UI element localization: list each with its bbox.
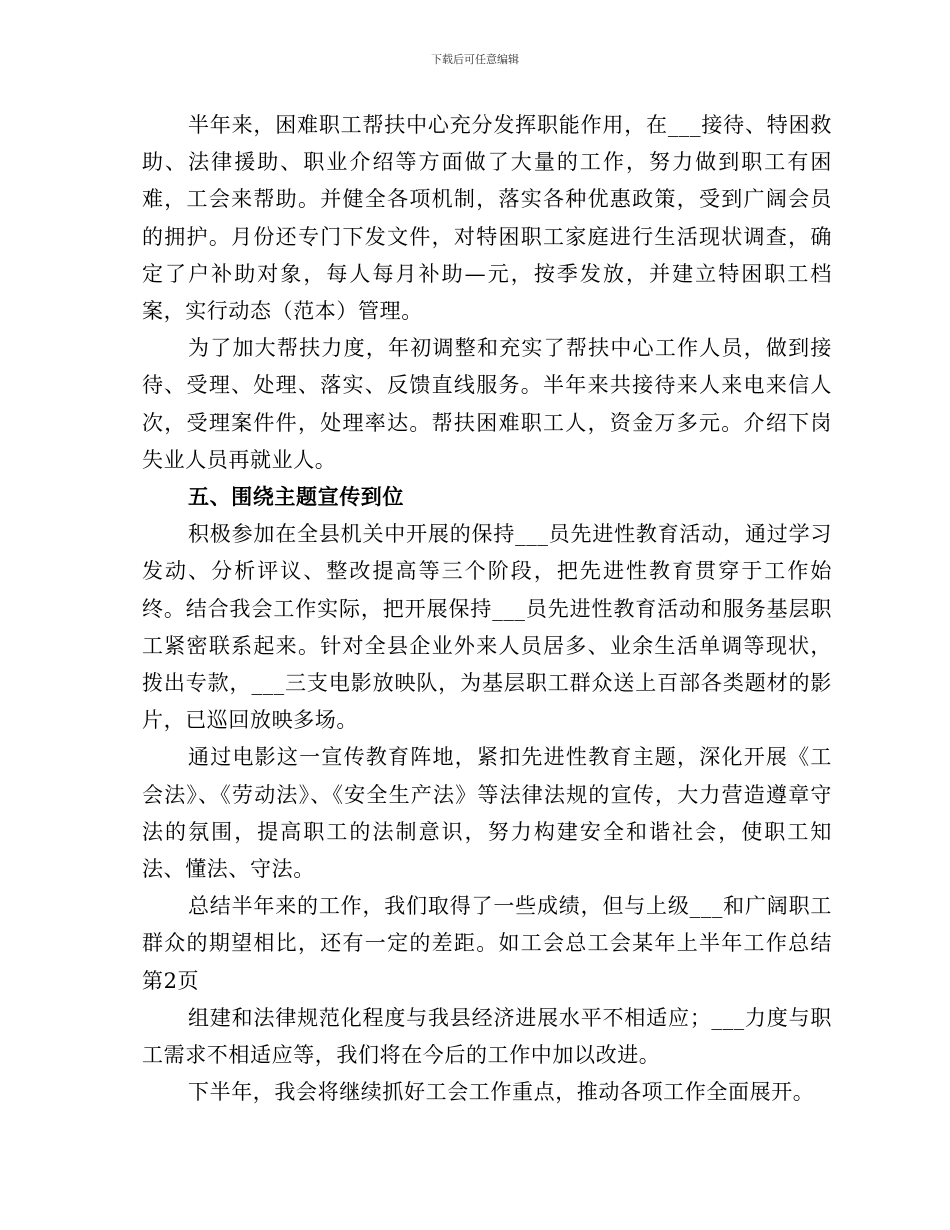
- paragraph-assistance-center: 半年来，困难职工帮扶中心充分发挥职能作用，在___接待、特困救助、法律援助、职业介绍等方面做了大量的工作，努力做到职工有困难，工会来帮助。并健全各项机制，落实各种优惠政策，受到广阔会员的拥护。月份还专门下发文件，对特困职工家庭进行生活现状调查，确定了户补助对象，每人每月补助—元，按季发放，并建立特困职工档案，实行动态（范本）管理。: [142, 113, 832, 324]
- document-body: [142, 107, 832, 1111]
- page-header-note: 下载后可任意编辑: [431, 53, 519, 66]
- paragraph-summary: 总结半年来的工作，我们取得了一些成绩，但与上级___和广阔职工群众的期望相比，还有一定的差距。如工会总工会某年上半年工作总结第2页: [142, 894, 832, 993]
- section-heading: 五、围绕主题宣传到位: [188, 485, 404, 510]
- paragraph-shortcomings: 组建和法律规范化程度与我县经济进展水平不相适应；___力度与职工需求不相适应等，我们将在今后的工作中加以改进。: [142, 1005, 832, 1068]
- paragraph-education-activity: 积极参加在全县机关中开展的保持___员先进性教育活动，通过学习发动、分析评议、整改提高等三个阶段，把先进性教育贯穿于工作始终。结合我会工作实际，把开展保持___员先进性教育活动和服务基层职工紧密联系起来。针对全县企业外来人员居多、业余生活单调等现状，拨出专款，___三支电影放映队，为基层职工群众送上百部各类题材的影片，已巡回放映多场。: [142, 522, 832, 733]
- paragraph-law-publicity: 通过电影这一宣传教育阵地，紧扣先进性教育主题，深化开展《工会法》、《劳动法》、《安全生产法》等法律法规的宣传，大力营造遵章守法的氛围，提高职工的法制意识，努力构建安全和谐社会，使职工知法、懂法、守法。: [142, 745, 832, 882]
- paragraph-assistance-strength: 为了加大帮扶力度，年初调整和充实了帮扶中心工作人员，做到接待、受理、处理、落实、反馈直线服务。半年来共接待来人来电来信人次，受理案件件，处理率达。帮扶困难职工人，资金万多元。介绍下岗失业人员再就业人。: [142, 336, 832, 472]
- paragraph-next-half: 下半年，我会将继续抓好工会工作重点，推动各项工作全面展开。: [188, 1080, 815, 1105]
